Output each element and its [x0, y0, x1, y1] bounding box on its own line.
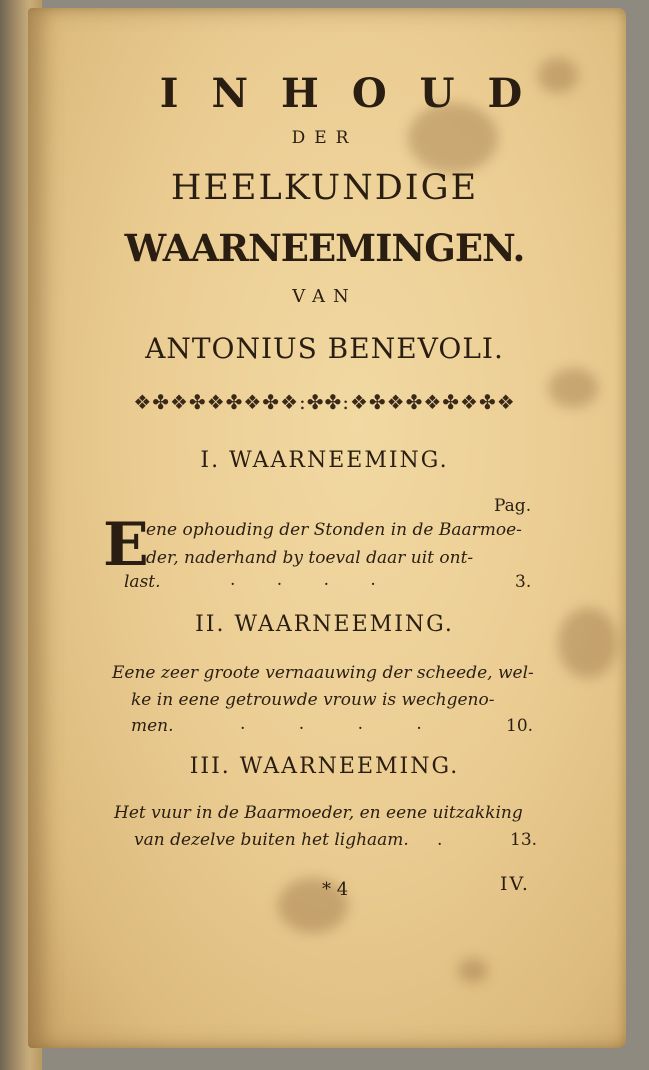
entry-text-line: ene ophouding der Stonden in de Baarmoe- — [146, 520, 522, 540]
page-number: 3. — [515, 572, 532, 592]
title-inhoud: INHOUD — [159, 70, 556, 117]
leader-dots: . . . . — [230, 570, 376, 590]
title-heelkundige: HEELKUNDIGE — [170, 168, 479, 208]
entry-text-line: men. — [131, 716, 174, 736]
entry-heading-1: I. WAARNEEMING. — [200, 448, 449, 473]
title-author: ANTONIUS BENEVOLI. — [145, 332, 504, 365]
page-number: 10. — [506, 716, 534, 736]
entry-text-line: Het vuur in de Baarmoeder, en eene uitzakking — [114, 803, 523, 823]
title-waarneemingen: WAARNEEMINGEN. — [124, 226, 525, 270]
leader-dots: . . . . — [240, 714, 422, 734]
entry-text-line: van dezelve buiten het lighaam. — [134, 830, 409, 850]
entry-heading-3: III. WAARNEEMING. — [189, 754, 460, 779]
title-van: VAN — [292, 286, 357, 307]
title-der: DER — [291, 128, 358, 148]
stain — [458, 958, 488, 983]
ornament-rule: ❖✤❖✤❖✤❖✤❖:✤✤:❖✤❖✤❖✤❖✤❖ — [133, 390, 516, 414]
page-number: 13. — [510, 830, 538, 850]
entry-text-line: ke in eene getrouwde vrouw is wechgeno- — [131, 690, 495, 710]
pag-label: Pag. — [494, 496, 532, 516]
entry-text-line: last. — [124, 572, 161, 592]
signature-mark: * 4 — [322, 879, 349, 900]
entry-text-line: der, naderhand by toeval daar uit ont- — [146, 548, 474, 568]
entry-text-line: Eene zeer groote vernaauwing der scheede, wel- — [112, 663, 534, 683]
entry-heading-2: II. WAARNEEMING. — [195, 612, 454, 637]
catchword: IV. — [500, 873, 530, 895]
leader-dots: . — [437, 830, 443, 850]
drop-cap: E — [103, 510, 149, 580]
